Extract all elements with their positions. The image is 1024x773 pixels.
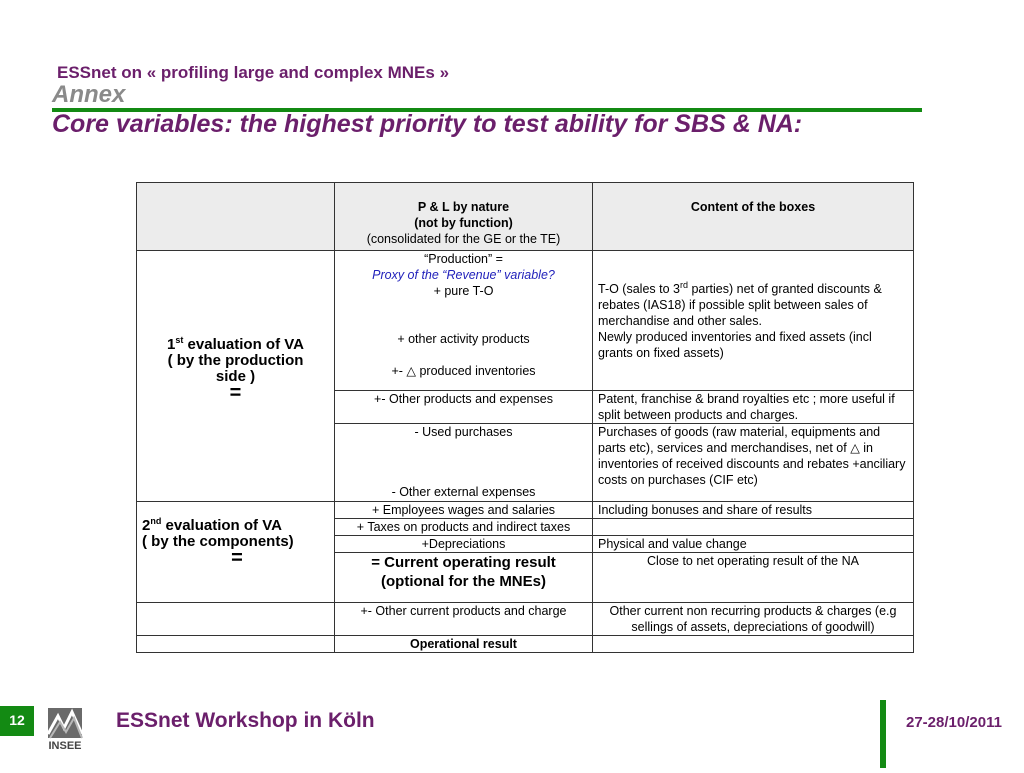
- header-pl-line3: (consolidated for the GE or the TE): [366, 232, 561, 246]
- current-operating-result: = Current operating result: [371, 554, 556, 571]
- production-content-cell: [593, 251, 914, 391]
- second-evaluation-cell: [137, 502, 335, 603]
- insee-logo-text: INSEE: [48, 740, 82, 752]
- page-number: 12: [0, 706, 34, 736]
- production-content-text: T-O (sales to 3rd parties) net of granted discounts & rebates (IAS18) if possible split between sales of merchandise and other sales.: [598, 279, 882, 328]
- first-evaluation-label: 1st evaluation of VA: [167, 335, 304, 353]
- table-header-row: [137, 183, 914, 251]
- second-evaluation-equals: =: [231, 547, 243, 569]
- other-current-cell: +- Other current products and charge: [335, 603, 593, 636]
- production-pure-to: + pure T-O: [433, 284, 494, 298]
- purchases-cell: [335, 424, 593, 502]
- operational-result-content: [593, 636, 914, 653]
- section-label: Annex: [52, 81, 126, 108]
- production-revenue-proxy: Proxy of the “Revenue” variable?: [372, 268, 555, 282]
- depreciations-cell: +Depreciations: [335, 536, 593, 553]
- insee-logo: [40, 704, 90, 768]
- header-content-of-boxes: Content of the boxes: [593, 183, 914, 251]
- empty-left-cell-2: [137, 636, 335, 653]
- other-external-expenses: - Other external expenses: [391, 485, 536, 499]
- footer-title: ESSnet Workshop in Köln: [116, 709, 375, 732]
- slide-title: Core variables: the highest priority to test ability for SBS & NA:: [52, 110, 803, 138]
- footer-divider: [880, 700, 886, 768]
- production-inventories: +- △ produced inventories: [391, 364, 536, 378]
- production-content-line2: Newly produced inventories and fixed assets (incl grants on fixed assets): [598, 330, 872, 360]
- second-evaluation-label: 2nd evaluation of VA: [142, 516, 282, 534]
- other-products-cell: +- Other products and expenses: [335, 391, 593, 424]
- first-evaluation-equals: =: [229, 382, 242, 404]
- table-row: [137, 502, 914, 519]
- production-line1: “Production” =: [424, 252, 503, 266]
- taxes-cell: + Taxes on products and indirect taxes: [335, 519, 593, 536]
- second-evaluation-line2: ( by the components): [142, 533, 294, 550]
- current-operating-result-cell: [335, 553, 593, 603]
- wages-content: Including bonuses and share of results: [593, 502, 914, 519]
- purchases-content: Purchases of goods (raw material, equipments and parts etc), services and merchandises, net of △ in inventories of received discounts and rebates +anciliary costs on purchases (CIF etc): [593, 424, 914, 502]
- operational-result-cell: Operational result: [335, 636, 593, 653]
- production-cell: [335, 251, 593, 391]
- insee-logo-icon: [40, 704, 90, 768]
- header-pl-by-nature: [335, 183, 593, 251]
- production-other-activity: + other activity products: [397, 332, 530, 346]
- header-pl-line1: P & L by nature: [417, 200, 510, 214]
- top-title: ESSnet on « profiling large and complex MNEs »: [57, 63, 450, 82]
- table-row: [137, 636, 914, 653]
- first-evaluation-cell: [137, 251, 335, 502]
- footer-date: 27-28/10/2011: [906, 714, 1002, 731]
- header-pl-line2: (not by function): [414, 216, 513, 230]
- first-evaluation-line3: side ): [215, 368, 256, 385]
- table-row: [137, 603, 914, 636]
- depreciations-content: Physical and value change: [593, 536, 914, 553]
- empty-left-cell: [137, 603, 335, 636]
- other-products-content: Patent, franchise & brand royalties etc ; more useful if split between products and charges.: [593, 391, 914, 424]
- wages-cell: + Employees wages and salaries: [335, 502, 593, 519]
- core-variables-table: [136, 182, 914, 653]
- current-operating-result-note: (optional for the MNEs): [381, 573, 546, 590]
- current-operating-result-content: Close to net operating result of the NA: [593, 553, 914, 603]
- taxes-content: [593, 519, 914, 536]
- other-current-content: Other current non recurring products & charges (e.g sellings of assets, depreciations of goodwill): [593, 603, 914, 636]
- used-purchases: - Used purchases: [414, 425, 513, 439]
- header-empty-cell: [137, 183, 335, 251]
- table-row: [137, 251, 914, 391]
- first-evaluation-line2: ( by the production: [167, 352, 304, 369]
